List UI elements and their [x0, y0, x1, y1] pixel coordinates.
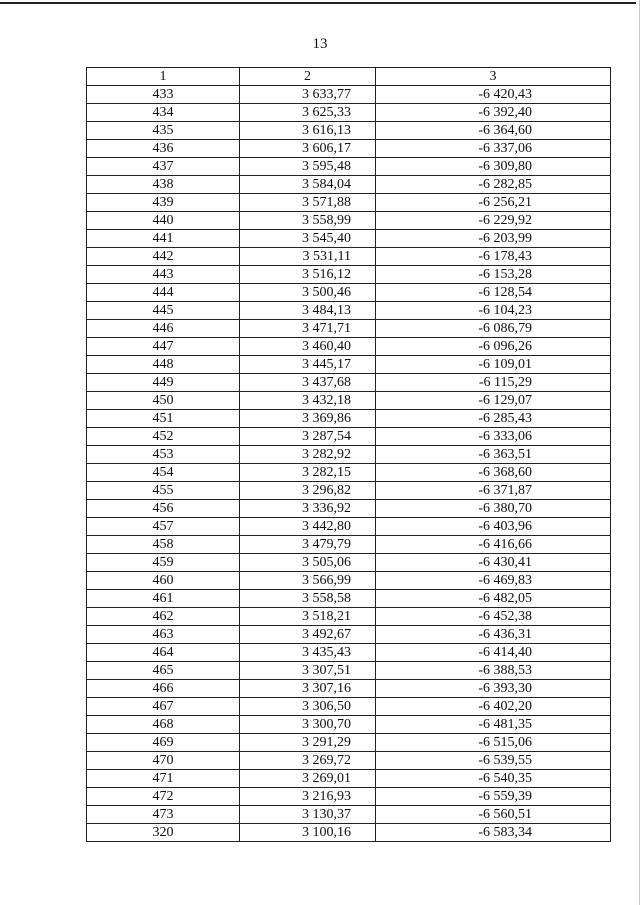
scan-top-border: [0, 2, 636, 4]
point-number-cell: 446: [87, 320, 240, 338]
x-coordinate-cell: 3 566,99: [240, 572, 376, 590]
x-coordinate-cell: 3 291,29: [240, 734, 376, 752]
table-row: [87, 500, 611, 518]
table-row: [87, 248, 611, 266]
x-coordinate-cell: 3 445,17: [240, 356, 376, 374]
point-number-cell: 460: [87, 572, 240, 590]
y-coordinate-cell: -6 481,35: [376, 716, 611, 734]
x-coordinate-cell: 3 460,40: [240, 338, 376, 356]
x-coordinate-cell: 3 595,48: [240, 158, 376, 176]
x-coordinate-cell: 3 282,92: [240, 446, 376, 464]
y-coordinate-cell: -6 333,06: [376, 428, 611, 446]
point-number-cell: 469: [87, 734, 240, 752]
point-number-cell: 433: [87, 86, 240, 104]
x-coordinate-cell: 3 269,72: [240, 752, 376, 770]
table-row: [87, 140, 611, 158]
table-row: [87, 806, 611, 824]
coordinates-table: [86, 67, 611, 842]
y-coordinate-cell: -6 109,01: [376, 356, 611, 374]
table-row: [87, 770, 611, 788]
table-body: [87, 86, 611, 842]
y-coordinate-cell: -6 392,40: [376, 104, 611, 122]
y-coordinate-cell: -6 583,34: [376, 824, 611, 842]
y-coordinate-cell: -6 420,43: [376, 86, 611, 104]
y-coordinate-cell: -6 086,79: [376, 320, 611, 338]
point-number-cell: 456: [87, 500, 240, 518]
table-row: [87, 410, 611, 428]
table-row: [87, 428, 611, 446]
y-coordinate-cell: -6 129,07: [376, 392, 611, 410]
y-coordinate-cell: -6 430,41: [376, 554, 611, 572]
x-coordinate-cell: 3 282,15: [240, 464, 376, 482]
table-row: [87, 284, 611, 302]
point-number-cell: 459: [87, 554, 240, 572]
x-coordinate-cell: 3 492,67: [240, 626, 376, 644]
y-coordinate-cell: -6 452,38: [376, 608, 611, 626]
x-coordinate-cell: 3 296,82: [240, 482, 376, 500]
y-coordinate-cell: -6 285,43: [376, 410, 611, 428]
point-number-cell: 473: [87, 806, 240, 824]
point-number-cell: 434: [87, 104, 240, 122]
point-number-cell: 462: [87, 608, 240, 626]
table-row: [87, 86, 611, 104]
x-coordinate-cell: 3 369,86: [240, 410, 376, 428]
y-coordinate-cell: -6 436,31: [376, 626, 611, 644]
table-row: [87, 482, 611, 500]
point-number-cell: 440: [87, 212, 240, 230]
point-number-cell: 435: [87, 122, 240, 140]
table-row: [87, 392, 611, 410]
table-row: [87, 554, 611, 572]
y-coordinate-cell: -6 540,35: [376, 770, 611, 788]
x-coordinate-cell: 3 442,80: [240, 518, 376, 536]
x-coordinate-cell: 3 269,01: [240, 770, 376, 788]
x-coordinate-cell: 3 531,11: [240, 248, 376, 266]
table-row: [87, 536, 611, 554]
y-coordinate-cell: -6 416,66: [376, 536, 611, 554]
table-row: [87, 320, 611, 338]
table-row: [87, 122, 611, 140]
x-coordinate-cell: 3 484,13: [240, 302, 376, 320]
point-number-cell: 448: [87, 356, 240, 374]
column-header-1: 1: [87, 68, 240, 86]
x-coordinate-cell: 3 558,99: [240, 212, 376, 230]
point-number-cell: 443: [87, 266, 240, 284]
point-number-cell: 444: [87, 284, 240, 302]
y-coordinate-cell: -6 115,29: [376, 374, 611, 392]
y-coordinate-cell: -6 337,06: [376, 140, 611, 158]
table-header-row: [87, 68, 611, 86]
table-row: [87, 608, 611, 626]
table-row: [87, 338, 611, 356]
x-coordinate-cell: 3 500,46: [240, 284, 376, 302]
table-row: [87, 644, 611, 662]
x-coordinate-cell: 3 100,16: [240, 824, 376, 842]
y-coordinate-cell: -6 096,26: [376, 338, 611, 356]
x-coordinate-cell: 3 479,79: [240, 536, 376, 554]
point-number-cell: 441: [87, 230, 240, 248]
point-number-cell: 454: [87, 464, 240, 482]
y-coordinate-cell: -6 178,43: [376, 248, 611, 266]
y-coordinate-cell: -6 364,60: [376, 122, 611, 140]
point-number-cell: 470: [87, 752, 240, 770]
table-row: [87, 302, 611, 320]
table-row: [87, 158, 611, 176]
x-coordinate-cell: 3 300,70: [240, 716, 376, 734]
x-coordinate-cell: 3 307,16: [240, 680, 376, 698]
x-coordinate-cell: 3 432,18: [240, 392, 376, 410]
x-coordinate-cell: 3 516,12: [240, 266, 376, 284]
x-coordinate-cell: 3 306,50: [240, 698, 376, 716]
point-number-cell: 445: [87, 302, 240, 320]
table-row: [87, 104, 611, 122]
point-number-cell: 471: [87, 770, 240, 788]
y-coordinate-cell: -6 482,05: [376, 590, 611, 608]
point-number-cell: 466: [87, 680, 240, 698]
x-coordinate-cell: 3 336,92: [240, 500, 376, 518]
y-coordinate-cell: -6 282,85: [376, 176, 611, 194]
point-number-cell: 455: [87, 482, 240, 500]
column-header-2: 2: [240, 68, 376, 86]
point-number-cell: 439: [87, 194, 240, 212]
y-coordinate-cell: -6 368,60: [376, 464, 611, 482]
y-coordinate-cell: -6 393,30: [376, 680, 611, 698]
table-row: [87, 194, 611, 212]
point-number-cell: 442: [87, 248, 240, 266]
point-number-cell: 320: [87, 824, 240, 842]
table-row: [87, 698, 611, 716]
table-row: [87, 572, 611, 590]
point-number-cell: 447: [87, 338, 240, 356]
y-coordinate-cell: -6 560,51: [376, 806, 611, 824]
y-coordinate-cell: -6 371,87: [376, 482, 611, 500]
table-row: [87, 626, 611, 644]
point-number-cell: 458: [87, 536, 240, 554]
x-coordinate-cell: 3 216,93: [240, 788, 376, 806]
table-row: [87, 374, 611, 392]
y-coordinate-cell: -6 363,51: [376, 446, 611, 464]
table-row: [87, 752, 611, 770]
y-coordinate-cell: -6 559,39: [376, 788, 611, 806]
table-row: [87, 518, 611, 536]
x-coordinate-cell: 3 287,54: [240, 428, 376, 446]
table-row: [87, 446, 611, 464]
table-row: [87, 734, 611, 752]
y-coordinate-cell: -6 515,06: [376, 734, 611, 752]
y-coordinate-cell: -6 153,28: [376, 266, 611, 284]
y-coordinate-cell: -6 104,23: [376, 302, 611, 320]
point-number-cell: 465: [87, 662, 240, 680]
x-coordinate-cell: 3 437,68: [240, 374, 376, 392]
y-coordinate-cell: -6 469,83: [376, 572, 611, 590]
y-coordinate-cell: -6 414,40: [376, 644, 611, 662]
table-row: [87, 464, 611, 482]
point-number-cell: 452: [87, 428, 240, 446]
y-coordinate-cell: -6 256,21: [376, 194, 611, 212]
y-coordinate-cell: -6 203,99: [376, 230, 611, 248]
point-number-cell: 453: [87, 446, 240, 464]
x-coordinate-cell: 3 518,21: [240, 608, 376, 626]
table-row: [87, 356, 611, 374]
table-row: [87, 680, 611, 698]
x-coordinate-cell: 3 571,88: [240, 194, 376, 212]
x-coordinate-cell: 3 130,37: [240, 806, 376, 824]
point-number-cell: 437: [87, 158, 240, 176]
x-coordinate-cell: 3 633,77: [240, 86, 376, 104]
y-coordinate-cell: -6 539,55: [376, 752, 611, 770]
point-number-cell: 463: [87, 626, 240, 644]
point-number-cell: 472: [87, 788, 240, 806]
y-coordinate-cell: -6 380,70: [376, 500, 611, 518]
y-coordinate-cell: -6 309,80: [376, 158, 611, 176]
point-number-cell: 461: [87, 590, 240, 608]
point-number-cell: 450: [87, 392, 240, 410]
table-row: [87, 176, 611, 194]
table-row: [87, 212, 611, 230]
point-number-cell: 464: [87, 644, 240, 662]
table-row: [87, 590, 611, 608]
x-coordinate-cell: 3 584,04: [240, 176, 376, 194]
x-coordinate-cell: 3 307,51: [240, 662, 376, 680]
point-number-cell: 438: [87, 176, 240, 194]
point-number-cell: 468: [87, 716, 240, 734]
table-row: [87, 716, 611, 734]
table-row: [87, 824, 611, 842]
point-number-cell: 457: [87, 518, 240, 536]
table-row: [87, 662, 611, 680]
y-coordinate-cell: -6 128,54: [376, 284, 611, 302]
point-number-cell: 436: [87, 140, 240, 158]
table-row: [87, 788, 611, 806]
x-coordinate-cell: 3 505,06: [240, 554, 376, 572]
point-number-cell: 451: [87, 410, 240, 428]
x-coordinate-cell: 3 616,13: [240, 122, 376, 140]
table-row: [87, 266, 611, 284]
x-coordinate-cell: 3 558,58: [240, 590, 376, 608]
y-coordinate-cell: -6 403,96: [376, 518, 611, 536]
y-coordinate-cell: -6 402,20: [376, 698, 611, 716]
x-coordinate-cell: 3 435,43: [240, 644, 376, 662]
column-header-3: 3: [376, 68, 611, 86]
point-number-cell: 449: [87, 374, 240, 392]
x-coordinate-cell: 3 625,33: [240, 104, 376, 122]
point-number-cell: 467: [87, 698, 240, 716]
y-coordinate-cell: -6 388,53: [376, 662, 611, 680]
x-coordinate-cell: 3 545,40: [240, 230, 376, 248]
page-number: 13: [312, 36, 328, 52]
x-coordinate-cell: 3 471,71: [240, 320, 376, 338]
table-row: [87, 230, 611, 248]
y-coordinate-cell: -6 229,92: [376, 212, 611, 230]
x-coordinate-cell: 3 606,17: [240, 140, 376, 158]
